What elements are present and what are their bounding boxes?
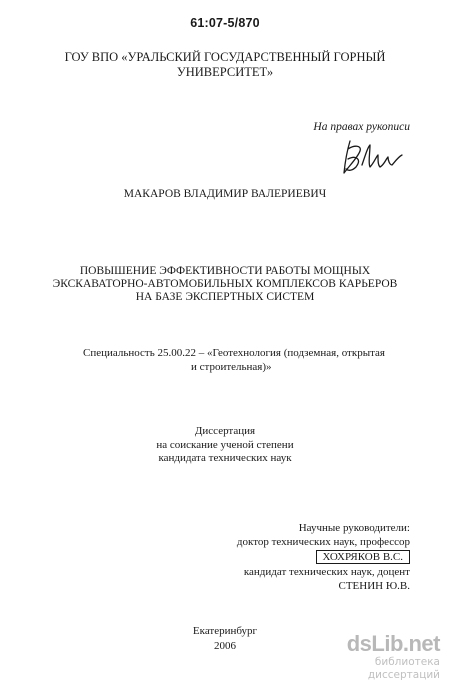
rights-note: На правах рукописи [313,121,410,133]
title-line: НА БАЗЕ ЭКСПЕРТНЫХ СИСТЕМ [135,291,315,303]
supervisor-name-boxed: ХОХРЯКОВ В.С. [316,550,410,564]
supervisor-name: СТЕНИН Ю.В. [338,580,410,592]
watermark-logo: dsLib.net [346,631,440,656]
degree-line: Диссертация [194,425,256,437]
watermark-subtitle: библиотека диссертаций [367,656,440,681]
watermark [300,633,440,682]
degree-block [0,425,450,466]
year: 2006 [214,640,236,652]
archive-stamp: 61:07-5/870 [190,16,260,30]
specialty-line: Специальность 25.00.22 – «Геотехнология (подземная, открытая [83,347,385,359]
specialty-block [83,347,423,374]
title-line: ЭКСКАВАТОРНО-АВТОМОБИЛЬНЫХ КОМПЛЕКСОВ КАРЬЕРОВ [52,278,398,290]
supervisors-block [237,521,410,593]
specialty-line: и строительная)» [191,360,272,373]
degree-line: на соискание ученой степени [156,438,294,451]
supervisors-heading: Научные руководители: [298,522,410,534]
organization-line: УНИВЕРСИТЕТ» [176,65,274,79]
signature-icon [336,135,406,177]
title-line: ПОВЫШЕНИЕ ЭФФЕКТИВНОСТИ РАБОТЫ МОЩНЫХ [79,265,371,277]
city: Екатеринбург [192,625,258,637]
supervisor-degree: доктор технических наук, профессор [236,536,410,548]
author-name: МАКАРОВ ВЛАДИМИР ВАЛЕРИЕВИЧ [123,188,327,200]
organization-line: ГОУ ВПО «УРАЛЬСКИЙ ГОСУДАРСТВЕННЫЙ ГОРНЫЙ [64,50,386,64]
degree-line: кандидата технических наук [158,452,292,464]
dissertation-title [30,265,420,304]
organization-header [40,50,410,80]
supervisor-degree: кандидат технических наук, доцент [243,566,410,578]
